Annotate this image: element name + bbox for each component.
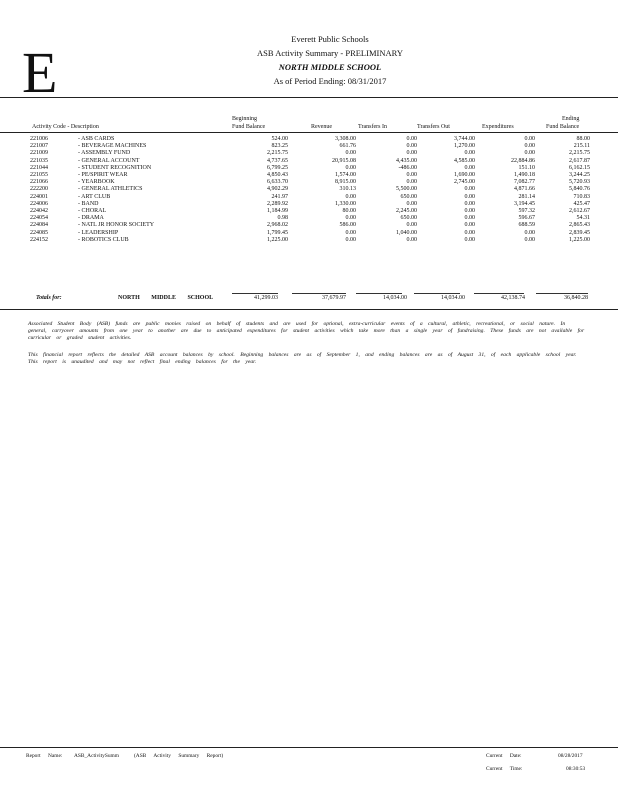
header-divider [0,97,618,98]
ending-balance: 5,720.93 [569,179,590,186]
transfers-in: 0.00 [406,236,417,243]
activity-code: 224006 [30,200,48,207]
beginning-balance: 823.25 [271,143,288,150]
beginning-balance: 241.97 [271,193,288,200]
ending-balance: 215.11 [573,143,590,150]
revenue: 80.00 [342,208,356,215]
beginning-balance: 4,737.65 [267,157,288,164]
total-line [536,293,588,294]
footer-report-label: Report Name: [26,753,63,759]
table-row [30,143,590,150]
footer-date-label: Current Date: [486,753,522,759]
revenue: 3,308.00 [335,136,356,142]
activity-description: - YEARBOOK [78,179,115,186]
activity-code: 224042 [30,208,48,215]
activity-description: - BAND [78,200,99,207]
totals-beginning: 41,299.03 [254,295,278,301]
activity-description: - PE/SPIRIT WEAR [78,172,128,179]
total-line [292,293,346,294]
activity-description: - ASB CARDS [78,136,115,142]
transfers-in: 0.00 [406,150,417,157]
ending-balance: 5,840.76 [569,186,590,193]
revenue: 20,915.08 [332,157,356,164]
revenue: 1,330.00 [335,200,356,207]
col-transfers-in: Transfers In [358,124,387,130]
expenditures: 151.10 [518,164,535,171]
transfers-in: 0.00 [406,143,417,150]
totals-label: Totals for: [36,295,62,301]
revenue: 0.00 [345,215,356,222]
table-row [30,208,590,215]
transfers-in: 1,040.00 [396,229,417,236]
footer-time-label: Current Time: [486,766,523,772]
expenditures: 0.00 [524,150,535,157]
activity-code: 221007 [30,143,48,150]
table-row [30,230,590,237]
district-logo-letter: E [22,40,58,105]
activity-code: 224054 [30,215,48,222]
table-row [30,222,590,229]
beginning-balance: 6,799.25 [267,164,288,171]
beginning-balance: 2,968.02 [267,222,288,229]
activity-description: - CHORAL [78,208,107,215]
expenditures: 688.59 [518,222,535,229]
transfers-out: 1,690.00 [454,172,475,179]
expenditures: 3,194.45 [514,200,535,207]
transfers-in: 4,435.00 [396,157,417,164]
revenue: 0.00 [345,229,356,236]
expenditures: 0.00 [524,143,535,150]
transfers-out: 0.00 [464,215,475,222]
ending-balance: 2,215.75 [569,150,590,157]
ending-balance: 2,865.43 [569,222,590,229]
expenditures: 597.32 [518,208,535,215]
expenditures: 281.14 [518,193,535,200]
activity-description: - ART CLUB [78,193,111,200]
footer-time-value: 08:30:53 [566,766,586,772]
totals-transfers-in: 14,034.00 [383,295,407,301]
transfers-out: 2,745.00 [454,179,475,186]
expenditures: 0.00 [524,136,535,142]
expenditures: 1,490.18 [514,172,535,179]
totals-school: NORTH MIDDLE SCHOOL [118,295,214,301]
activity-description: - NATL JR HONOR SOCIETY [78,222,155,229]
transfers-out: 0.00 [464,150,475,157]
beginning-balance: 2,289.92 [267,200,288,207]
transfers-in: 0.00 [406,136,417,142]
ending-balance: 3,244.25 [569,172,590,179]
transfers-in: 5,500.00 [396,186,417,193]
totals-expenditures: 42,138.74 [501,295,525,301]
total-line [414,293,460,294]
activity-code: 221006 [30,136,48,142]
ending-balance: 88.00 [576,136,590,142]
transfers-in: 0.00 [406,172,417,179]
beginning-balance: 0.98 [277,215,288,222]
table-row [30,237,590,244]
beginning-balance: 4,902.29 [267,186,288,193]
expenditures: 596.67 [518,215,535,222]
transfers-in: 2,245.00 [396,208,417,215]
beginning-balance: 2,215.75 [267,150,288,157]
col-fund-balance: Fund Balance [232,124,266,130]
total-line [474,293,524,294]
table-row [30,194,590,201]
revenue: 661.76 [339,143,356,150]
transfers-out: 0.00 [464,208,475,215]
transfers-in: -486.00 [398,164,417,171]
revenue: 0.00 [345,236,356,243]
activity-table [30,136,590,244]
totals-divider [0,309,618,310]
beginning-balance: 1,225.00 [267,236,288,243]
note-report-scope: This financial report reflects the detailed ASB account balances by school. Beginning balances are as of September 1, and ending balances are as of August 31, of each applicable school year. This report is unaudited and may not reflect final ending balances for the year. [28,352,577,365]
col-revenue: Revenue [311,124,332,130]
activity-description: - GENERAL ATHLETICS [78,186,143,193]
expenditures: 0.00 [524,229,535,236]
revenue: 310.13 [339,186,356,193]
ending-balance: 54.31 [576,215,590,222]
activity-description: - LEADERSHIP [78,229,119,236]
ending-balance: 2,617.87 [569,157,590,164]
activity-code: 224152 [30,236,48,243]
ending-balance: 6,162.15 [569,164,590,171]
table-row [30,215,590,222]
transfers-out: 1,270.00 [454,143,475,150]
ending-balance: 2,839.45 [569,229,590,236]
transfers-in: 0.00 [406,179,417,186]
total-line [356,293,402,294]
table-row [30,136,590,143]
revenue: 0.00 [345,164,356,171]
activity-code: 224084 [30,222,48,229]
beginning-balance: 1,799.45 [267,229,288,236]
col-transfers-out: Transfers Out [417,124,450,130]
revenue: 1,574.00 [335,172,356,179]
revenue: 0.00 [345,150,356,157]
footer-divider [0,747,618,748]
footer-date-value: 08/28/2017 [558,753,583,759]
col-activity-code: Activity Code - Description [32,124,99,130]
transfers-in: 0.00 [406,222,417,229]
activity-description: - STUDENT RECOGNITION [78,164,152,171]
activity-code: 221035 [30,157,48,164]
activity-description: - BEVERAGE MACHINES [78,143,147,150]
expenditures: 22,884.86 [511,157,535,164]
total-line [232,293,278,294]
transfers-in: 0.00 [406,200,417,207]
school-name: NORTH MIDDLE SCHOOL [278,62,382,72]
transfers-out: 0.00 [464,186,475,193]
revenue: 8,915.00 [335,179,356,186]
activity-code: 221055 [30,172,48,179]
transfers-in: 650.00 [400,193,417,200]
transfers-out: 4,585.00 [454,157,475,164]
totals-transfers-out: 14,034.00 [441,295,465,301]
table-row [30,201,590,208]
transfers-out: 3,744.00 [454,136,475,142]
footer-report-title: (ASB Activity Summary Report) [134,753,224,759]
table-row [30,186,590,193]
activity-code: 222200 [30,186,48,193]
activity-code: 221044 [30,164,48,171]
district-name: Everett Public Schools [291,34,369,44]
col-ending: Ending [562,116,580,122]
expenditures: 0.00 [524,236,535,243]
ending-balance: 1,225.00 [569,236,590,243]
transfers-out: 0.00 [464,200,475,207]
transfers-in: 650.00 [400,215,417,222]
ending-balance: 425.47 [573,200,590,207]
ending-balance: 2,612.67 [569,208,590,215]
activity-description: - DRAMA [78,215,104,222]
activity-code: 224001 [30,193,48,200]
footer-report-name: ASB_ActivitySumm [74,753,119,759]
table-row [30,172,590,179]
totals-revenue: 37,679.97 [322,295,346,301]
col-ending-fund-balance: Fund Balance [546,124,580,130]
table-row [30,165,590,172]
beginning-balance: 4,850.43 [267,172,288,179]
activity-code: 221066 [30,179,48,186]
transfers-out: 0.00 [464,236,475,243]
revenue: 0.00 [345,193,356,200]
transfers-out: 0.00 [464,229,475,236]
beginning-balance: 1,184.99 [267,208,288,215]
transfers-out: 0.00 [464,164,475,171]
totals-ending: 36,840.28 [564,295,588,301]
col-expenditures: Expenditures [482,124,514,130]
table-row [30,179,590,186]
col-beginning: Beginning [232,116,257,122]
transfers-out: 0.00 [464,222,475,229]
expenditures: 7,082.77 [514,179,535,186]
activity-description: - ROBOTICS CLUB [78,236,129,243]
table-row [30,150,590,157]
note-asb-funds: Associated Student Body (ASB) funds are public monies raised on behalf of students and are used for optional, extra-curricular events of a cultural, athletic, recreational, or social nature. In general, carryover amounts from one year to another are due to anticipated expenditures for student activities which take more than a single year of fundraising. These funds are not available for curricular or graded student activities. [28,321,585,341]
ending-balance: 710.83 [573,193,590,200]
activity-description: - GENERAL ACCOUNT [78,157,140,164]
revenue: 586.00 [339,222,356,229]
period-ending: As of Period Ending: 08/31/2017 [273,76,387,86]
activity-code: 224085 [30,229,48,236]
report-title: ASB Activity Summary - PRELIMINARY [257,48,403,58]
activity-description: - ASSEMBLY FUND [78,150,131,157]
transfers-out: 0.00 [464,193,475,200]
column-header-divider [0,132,618,133]
activity-code: 221009 [30,150,48,157]
expenditures: 4,871.66 [514,186,535,193]
beginning-balance: 6,633.70 [267,179,288,186]
beginning-balance: 524.00 [271,136,288,142]
table-row [30,158,590,165]
